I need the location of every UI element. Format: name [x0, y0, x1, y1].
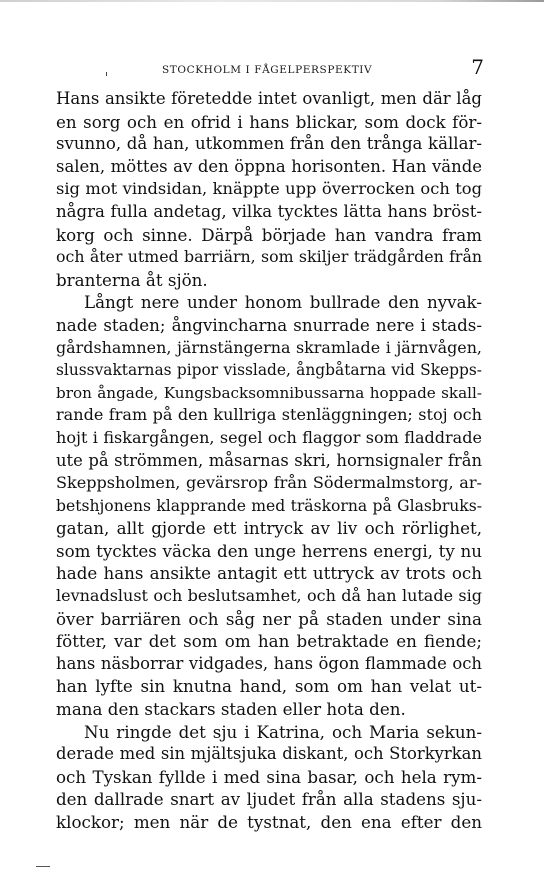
text-line: sig mot vindsidan, knäppte upp överrocken och tog [56, 179, 482, 199]
text-line: Långt nere under honom bullrade den nyvak- [84, 292, 482, 313]
text-line: hans näsborrar vidgades, hans ögon flammade och [56, 653, 482, 673]
text-line: gatan, allt gjorde ett intryck av liv och rörlighet, [56, 518, 482, 539]
text-line: fötter, var det som om han betraktade en fiende; [56, 631, 482, 652]
text-line: ute på strömmen, måsarnas skri, hornsignaler från [56, 450, 482, 470]
text-line: han lyfte sin knutna hand, som om han velat ut- [56, 676, 482, 697]
text-line: hojt i fiskargången, segel och flaggor som fladdrade [56, 427, 482, 447]
text-line: Skeppsholmen, gevärsrop från Södermalmstorg, ar- [56, 473, 482, 493]
text-line: en sorg och en ofrid i hans blickar, som dock för- [56, 111, 482, 132]
text-line: och åter utmed barriärn, som skiljer trädgården från [56, 247, 482, 267]
text-line: Hans ansikte företedde intet ovanligt, men där låg [56, 89, 482, 108]
body-text [56, 88, 482, 834]
text-line: Nu ringde det sju i Katrina, och Maria sekun- [84, 721, 482, 742]
scan-top-edge [0, 0, 544, 2]
text-line: betshjonens klapprande med träskorna på Glasbruks- [56, 496, 482, 515]
text-line: som tycktes väcka den unge herrens energi, ty nu [56, 540, 482, 561]
paragraph [56, 88, 482, 291]
page-number: 7 [471, 55, 484, 79]
text-line: levnadslust och beslutsamhet, och då han lutade sig [56, 586, 482, 606]
paragraph [56, 291, 482, 720]
text-line: den dallrade snart av ljudet från alla stadens sju- [56, 789, 482, 810]
text-line: bron ångade, Kungsbacksomnibussarna hoppade skall- [56, 383, 482, 402]
text-line: slussvaktarnas pipor visslade, ångbåtarna vid Skepps- [56, 361, 482, 380]
running-head: STOCKHOLM I FÅGELPERSPEKTIV [162, 64, 373, 76]
page-header [162, 55, 484, 79]
text-line: klockor; men när de tystnat, den ena efter den [56, 812, 482, 832]
scan-bottom-mark [36, 866, 50, 867]
text-line: mana den stackars staden eller hota den. [56, 699, 406, 720]
scan-speck [106, 72, 107, 76]
text-line: över barriären och såg ner på staden under sina [56, 608, 482, 629]
text-line: hade hans ansikte antagit ett uttryck av trots och [56, 563, 482, 584]
paragraph [56, 721, 482, 834]
text-line: rande fram på den kullriga stenläggningen; stoj och [56, 405, 482, 425]
text-line: salen, möttes av den öppna horisonten. Han vände [56, 156, 482, 176]
text-line: svunno, då han, utkommen från den trånga källar- [56, 134, 482, 154]
text-line: nade staden; ångvincharna snurrade nere i stads- [56, 314, 482, 335]
text-line: korg och sinne. Därpå började han vandra fram [56, 224, 482, 245]
text-line: och Tyskan fyllde i med sina basar, och hela rym- [56, 766, 482, 787]
text-line: branterna åt sjön. [56, 269, 208, 290]
text-line: derade med sin mjältsjuka diskant, och Storkyrkan [56, 744, 482, 764]
text-line: gårdshamnen, järnstängerna skramlade i järnvågen, [56, 337, 482, 357]
text-line: några fulla andetag, vilka tycktes lätta hans bröst- [56, 201, 482, 221]
